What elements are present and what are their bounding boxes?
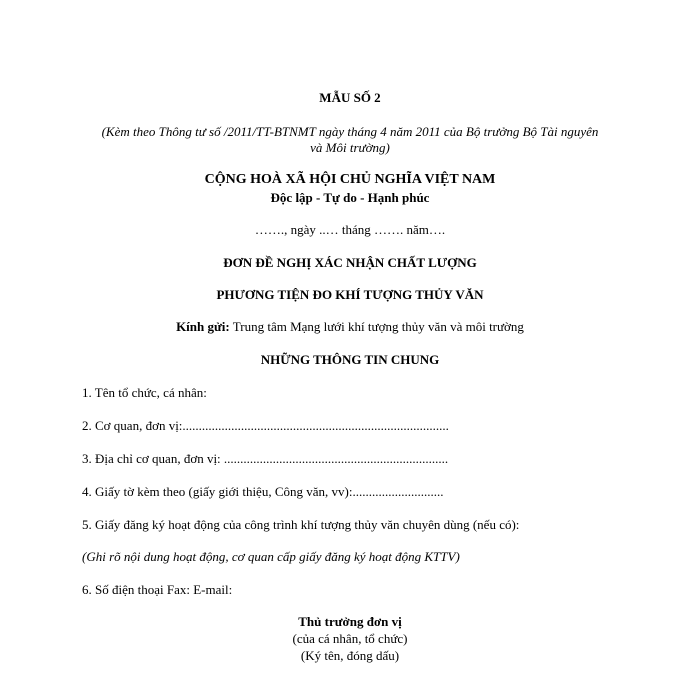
recipient-label: Kính gửi: [176, 319, 230, 334]
country-name: CỘNG HOÀ XÃ HỘI CHỦ NGHĨA VIỆT NAM [204, 172, 496, 187]
document-title-line2: PHƯƠNG TIỆN ĐO KHÍ TƯỢNG THỦY VĂN [216, 287, 484, 302]
signature-subtitle: (của cá nhân, tổ chức) [292, 631, 408, 646]
signature-instruction: (Ký tên, đóng dấu) [300, 648, 400, 663]
field-attached-documents: 4. Giấy tờ kèm theo (giấy giới thiệu, Công văn, vv):............................ [82, 484, 444, 499]
field-organization-name: 1. Tên tổ chức, cá nhân: [82, 385, 207, 400]
signature-title: Thủ trưởng đơn vị [298, 614, 402, 629]
date-line: ……., ngày ..… tháng ……. năm…. [254, 222, 446, 237]
form-number: MẪU SỐ 2 [319, 90, 381, 105]
recipient-value: Trung tâm Mạng lưới khí tượng thủy văn và môi trường [229, 319, 524, 334]
recipient-line [0, 319, 700, 335]
attachment-note-line2: và Môi trường) [310, 140, 390, 155]
document-title-line1: ĐƠN ĐỀ NGHỊ XÁC NHẬN CHẤT LƯỢNG [223, 255, 477, 270]
field-phone-fax-email: 6. Số điện thoại Fax: E-mail: [82, 582, 233, 597]
national-motto: Độc lập - Tự do - Hạnh phúc [270, 190, 430, 205]
field-registration-certificate: 5. Giấy đăng ký hoạt động của công trình khí tượng thủy văn chuyên dùng (nếu có): [82, 517, 520, 532]
attachment-note-line1: (Kèm theo Thông tư số /2011/TT-BTNMT ngày tháng 4 năm 2011 của Bộ trưởng Bộ Tài nguyên [101, 124, 599, 139]
field-registration-note: (Ghi rõ nội dung hoạt động, cơ quan cấp giấy đăng ký hoạt động KTTV) [82, 549, 460, 564]
section-heading: NHỮNG THÔNG TIN CHUNG [260, 352, 440, 367]
field-agency-address: 3. Địa chỉ cơ quan, đơn vị: ..................................................................... [82, 451, 449, 466]
field-agency-unit: 2. Cơ quan, đơn vị:.................................................................................. [82, 418, 449, 433]
